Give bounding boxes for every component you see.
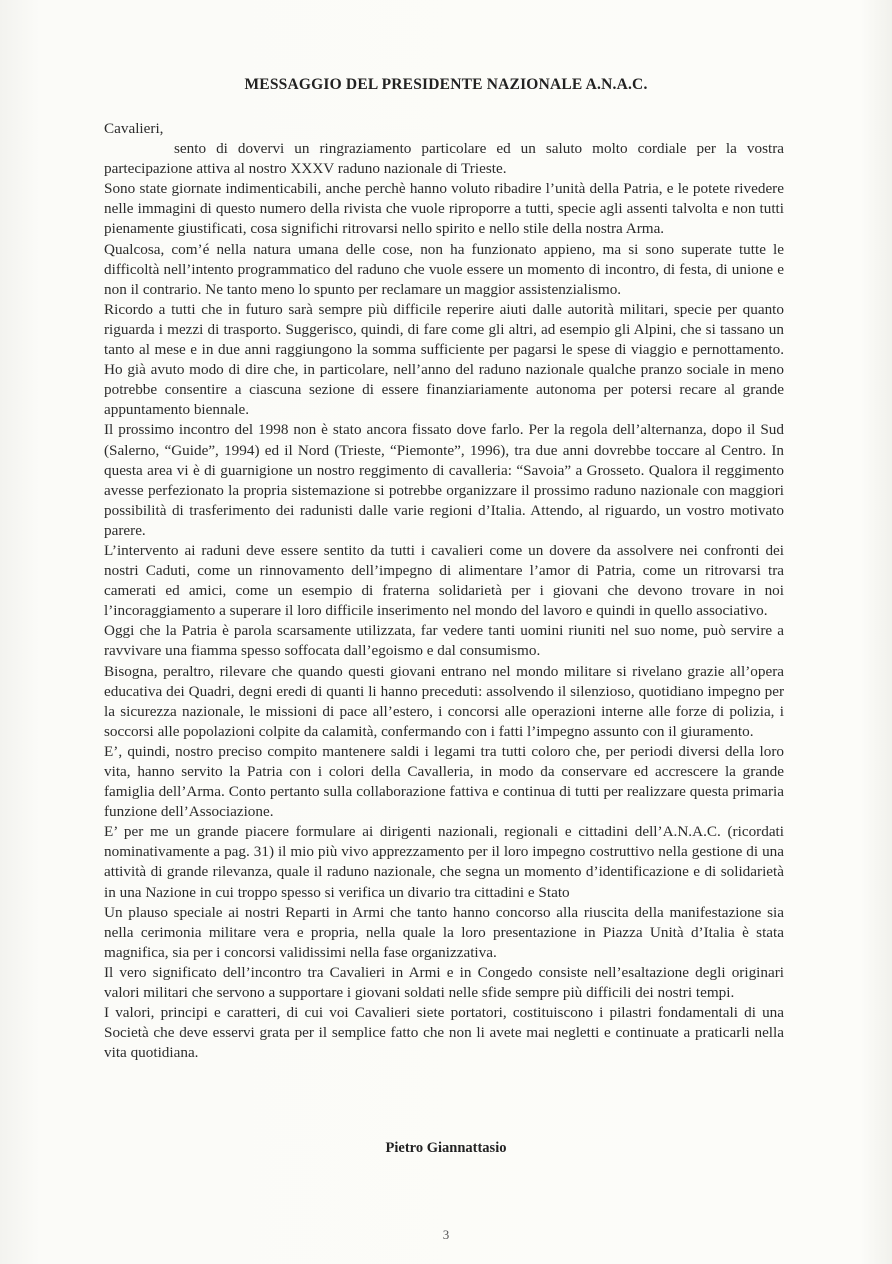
paragraph-12: Il vero significato dell’incontro tra Cavalieri in Armi e in Congedo consiste nell’esaltazione degli originari valori militari che servono a supportare i giovani soldati nelle sfide sempre più difficili dei nostri tempi. — [104, 963, 784, 1002]
paragraph-9: E’, quindi, nostro preciso compito mantenere saldi i legami tra tutti coloro che, per periodi diversi della loro vita, hanno servito la Patria con i colori della Cavalleria, in modo da conservare ed accrescere la grande famiglia dell’Arma. Conto pertanto sulla collaborazione fattiva e continua di tutti per realizzare questa primaria funzione dell’Associazione. — [104, 742, 784, 821]
paragraph-8: Bisogna, peraltro, rilevare che quando questi giovani entrano nel mondo militare si rivelano grazie all’opera educativa dei Quadri, degni eredi di quanti li hanno preceduti: assolvendo il silenzioso, quotidiano impegno per la sicurezza nazionale, le missioni di pace all’estero, i concorsi alle operazioni interne alle forze di polizia, i soccorsi alle popolazioni colpite da calamità, confermando con i fatti l’impegno assunto con il giuramento. — [104, 662, 784, 740]
paragraph-10: E’ per me un grande piacere formulare ai dirigenti nazionali, regionali e cittadini dell’A.N.A.C. (ricordati nominativamente a pag. 31) il mio più vivo apprezzamento per il loro impegno costruttivo nella gestione di una attività di grande rilevanza, quale il raduno nazionale, che segna un momento d’identificazione e di solidarietà in una Nazione in cui troppo spesso si verifica un divario tra cittadini e Stato — [104, 823, 784, 901]
paragraph-3: Qualcosa, com’é nella natura umana delle cose, non ha funzionato appieno, ma si sono superate tutte le difficoltà nell’intento programmatico del raduno che vuole essere un momento di incontro, di festa, di unione e non il contrario. Ne tanto meno lo spunto per reclamare un maggior assistenzialismo. — [104, 240, 784, 298]
salutation: Cavalieri, — [104, 120, 164, 137]
paragraph-6: L’intervento ai raduni deve essere sentito da tutti i cavalieri come un dovere da assolvere nei confronti dei nostri Caduti, come un rinnovamento dell’impegno di alimentare l’amor di Patria, come un ritrovarsi tra camerati ed amici, come un esempio di fraterna solidarietà per i giovani che devono trovare in noi l’incoraggiamento a superare il loro difficile inserimento nel mondo del lavoro e quindi in quello associativo. — [104, 541, 784, 620]
message-body — [104, 119, 784, 1063]
page-number: 3 — [442, 1227, 450, 1242]
paragraph-7: Oggi che la Patria è parola scarsamente utilizzata, far vedere tanti uomini riuniti nel suo nome, può servire a ravvivare una fiamma spesso soffocata dall’egoismo e dal consumismo. — [104, 622, 784, 660]
paragraph-2: Sono state giornate indimenticabili, anche perchè hanno voluto ribadire l’unità della Patria, e le potete rivedere nelle immagini di questo numero della rivista che vuole riproporre a tutti, specie agli assenti talvolta e non tutti pienamente giustificati, cosa significhi ritrovarsi nello spirito e nello stile della nostra Arma. — [104, 180, 784, 238]
signature: Pietro Giannattasio — [385, 1140, 507, 1156]
paragraph-4: Ricordo a tutti che in futuro sarà sempre più difficile reperire aiuti dalle autorità militari, specie per quanto riguarda i mezzi di trasporto. Suggerisco, quindi, di fare come gli altri, ad esempio gli Alpini, che si tassano un tanto al mese e in due anni raggiungono la somma sufficiente per pagarsi le spese di viaggio e pernottamento. Ho già avuto modo di dire che, in particolare, nell’anno del raduno nazionale qualche pranzo sociale in meno potrebbe consentire a ciascuna sezione di essere finanziariamente autonoma per potersi recare al grande appuntamento biennale. — [104, 300, 784, 419]
paragraph-13: I valori, principi e caratteri, di cui voi Cavalieri siete portatori, costituiscono i pilastri fondamentali di una Società che deve esservi grata per il semplice fatto che non li avete mai negletti e continuate a praticarli nella vita quotidiana. — [104, 1004, 784, 1062]
paragraph-11: Un plauso speciale ai nostri Reparti in Armi che tanto hanno concorso alla riuscita della manifestazione sia nella cerimonia militare vera e propria, nella quale la loro presentazione in Piazza Unità d’Italia è stata magnifica, sia per i concorsi validissimi nella fase organizzativa. — [104, 903, 784, 961]
paragraph-5: Il prossimo incontro del 1998 non è stato ancora fissato dove farlo. Per la regola dell’alternanza, dopo il Sud (Salerno, “Guide”, 1994) ed il Nord (Trieste, “Piemonte”, 1996), tra due anni dovrebbe toccare al Centro. In questa area vi è di guarnigione un nostro reggimento di cavalleria: “Savoia” a Grosseto. Qualora il reggimento avesse perfezionato la propria sistemazione si potrebbe organizzare il prossimo raduno nazionale con maggiori possibilità di trasferimento dei radunisti dalle varie regioni d’Italia. Attendo, al riguardo, un vostro motivato parere. — [104, 421, 784, 539]
document-title: MESSAGGIO DEL PRESIDENTE NAZIONALE A.N.A.C. — [244, 76, 648, 93]
paragraph-1: sento di dovervi un ringraziamento particolare ed un saluto molto cordiale per la vostra partecipazione attiva al nostro XXXV raduno nazionale di Trieste. — [104, 140, 784, 178]
